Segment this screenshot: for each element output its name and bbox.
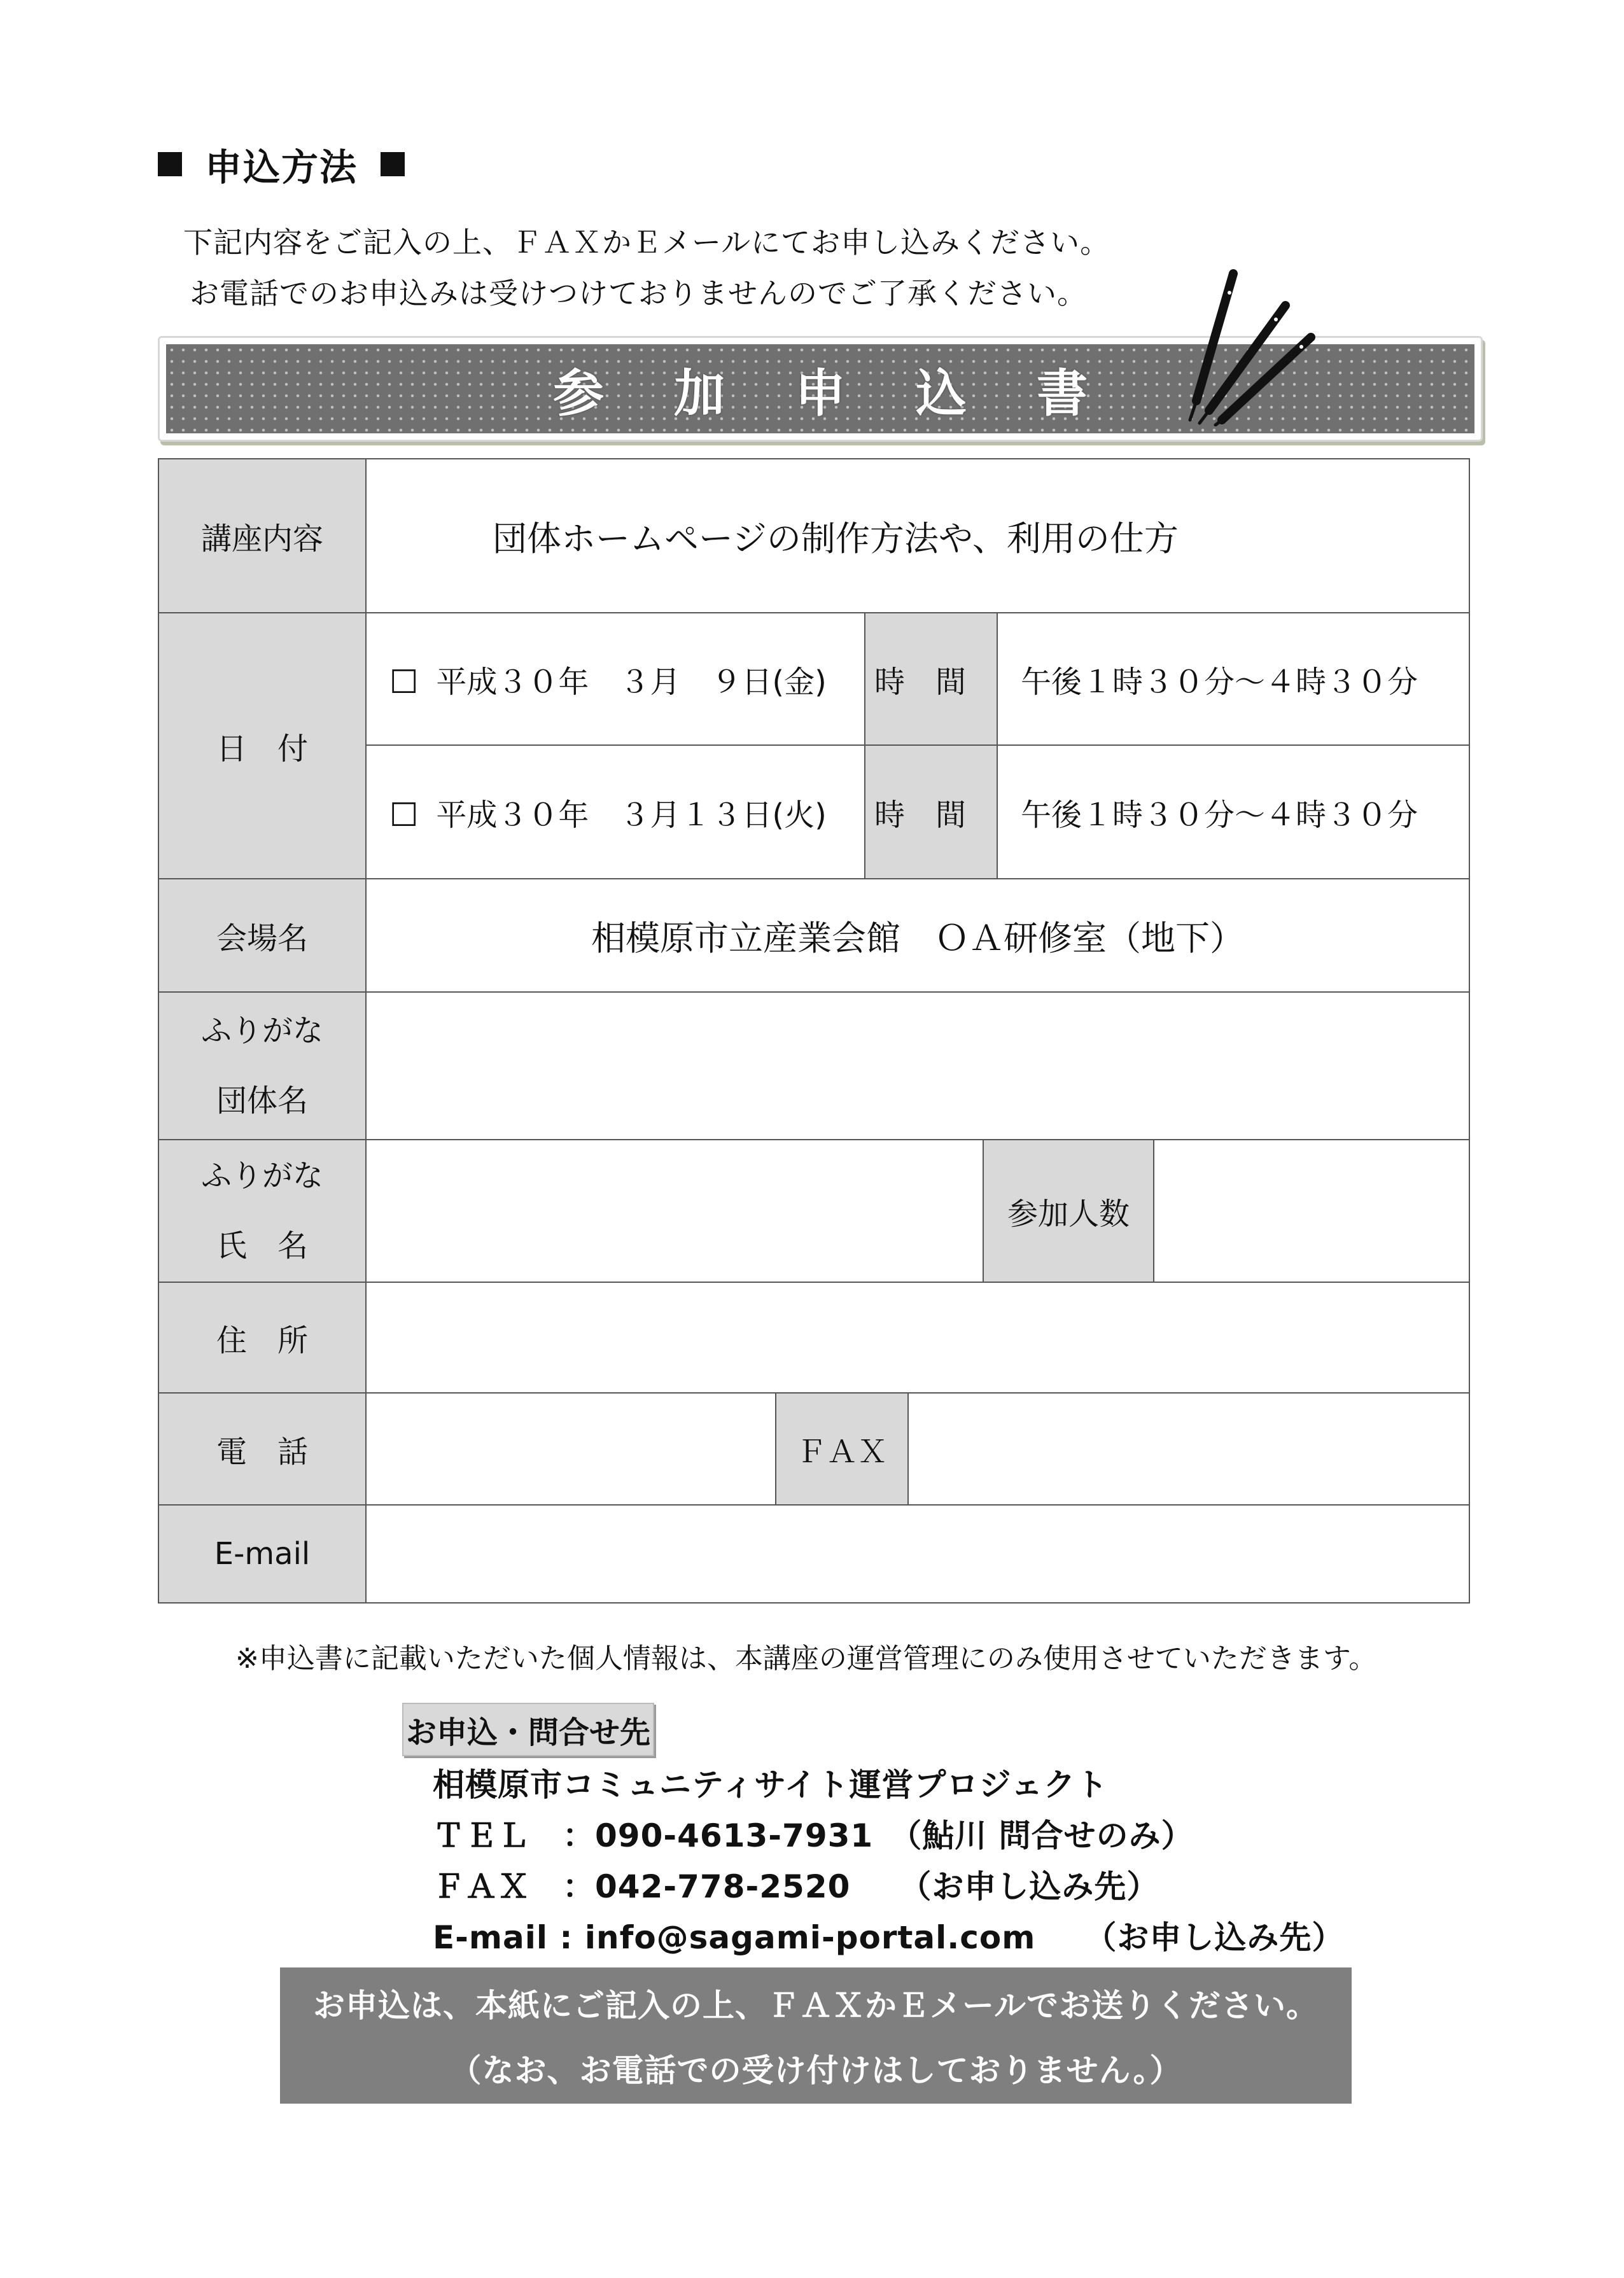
venue-label: 会場名	[158, 878, 367, 993]
footer-line-1: お申込は、本紙にご記入の上、ＦＡＸかＥメールでお送りください。	[313, 1987, 1319, 2024]
time-value-2: 午後１時３０分～４時３０分	[997, 744, 1470, 879]
fax-label: ＦＡＸ	[775, 1392, 909, 1506]
contact-fax: ＦＡＸ ：042-778-2520 （お申し込み先）	[433, 1868, 1159, 1905]
participants-field[interactable]	[1153, 1139, 1470, 1283]
time-label-2: 時 間	[864, 744, 998, 879]
time-value-1: 午後１時３０分～４時３０分	[997, 612, 1470, 746]
email-field[interactable]	[365, 1504, 1470, 1604]
checkbox-icon[interactable]: □	[389, 661, 419, 697]
banner-title: 参加申込書	[553, 363, 1158, 423]
name-label: ふりがな 氏 名	[158, 1139, 367, 1283]
section-heading-text: 申込方法	[205, 146, 358, 189]
fax-field[interactable]	[907, 1392, 1470, 1506]
date-label: 日 付	[158, 612, 367, 879]
privacy-note: ※申込書に記載いただいた個人情報は、本講座の運営管理にのみ使用させていただきます。	[235, 1642, 1377, 1675]
address-label: 住 所	[158, 1282, 367, 1394]
group-name-field[interactable]	[365, 991, 1470, 1140]
date-option-2-text: 平成３０年 ３月１３日(火)	[436, 797, 827, 833]
course-label: 講座内容	[158, 458, 367, 613]
phone-field[interactable]	[365, 1392, 776, 1506]
date-option-2[interactable]	[365, 744, 865, 879]
contact-heading: お申込・問合せ先	[402, 1703, 654, 1756]
intro-line-1: 下記内容をご記入の上、ＦＡＸかＥメールにてお申し込みください。	[183, 225, 1110, 260]
address-field[interactable]	[365, 1282, 1470, 1394]
fountain-pen-icon	[1184, 267, 1330, 426]
intro-line-2: お電話でのお申込みは受けつけておりませんのでご了承ください。	[190, 276, 1087, 311]
black-square-icon	[381, 152, 405, 176]
contact-email: E-mail : info@sagami-portal.com （お申し込み先）	[433, 1919, 1345, 1956]
black-square-icon	[158, 152, 182, 176]
course-value: 団体ホームページの制作方法や、利用の仕方	[365, 458, 1470, 613]
checkbox-icon[interactable]: □	[389, 794, 419, 830]
footer-line-2: （なお、お電話での受け付けはしておりません。）	[449, 2052, 1182, 2089]
date-option-1-text: 平成３０年 ３月 ９日(金)	[436, 664, 827, 700]
contact-tel: ＴＥＬ ：090-4613-7931 （鮎川 問合せのみ）	[433, 1817, 1194, 1854]
contact-org: 相模原市コミュニティサイト運営プロジェクト	[433, 1766, 1109, 1803]
email-label: E-mail	[158, 1504, 367, 1604]
participants-label: 参加人数	[983, 1139, 1154, 1283]
section-heading	[158, 139, 405, 190]
time-label-1: 時 間	[864, 612, 998, 746]
group-label: ふりがな 団体名	[158, 991, 367, 1140]
date-option-1[interactable]	[365, 612, 865, 746]
venue-value: 相模原市立産業会館 ＯＡ研修室（地下）	[365, 878, 1470, 993]
footer-notice	[280, 1967, 1352, 2104]
phone-label: 電 話	[158, 1392, 367, 1506]
name-field[interactable]	[365, 1139, 984, 1283]
